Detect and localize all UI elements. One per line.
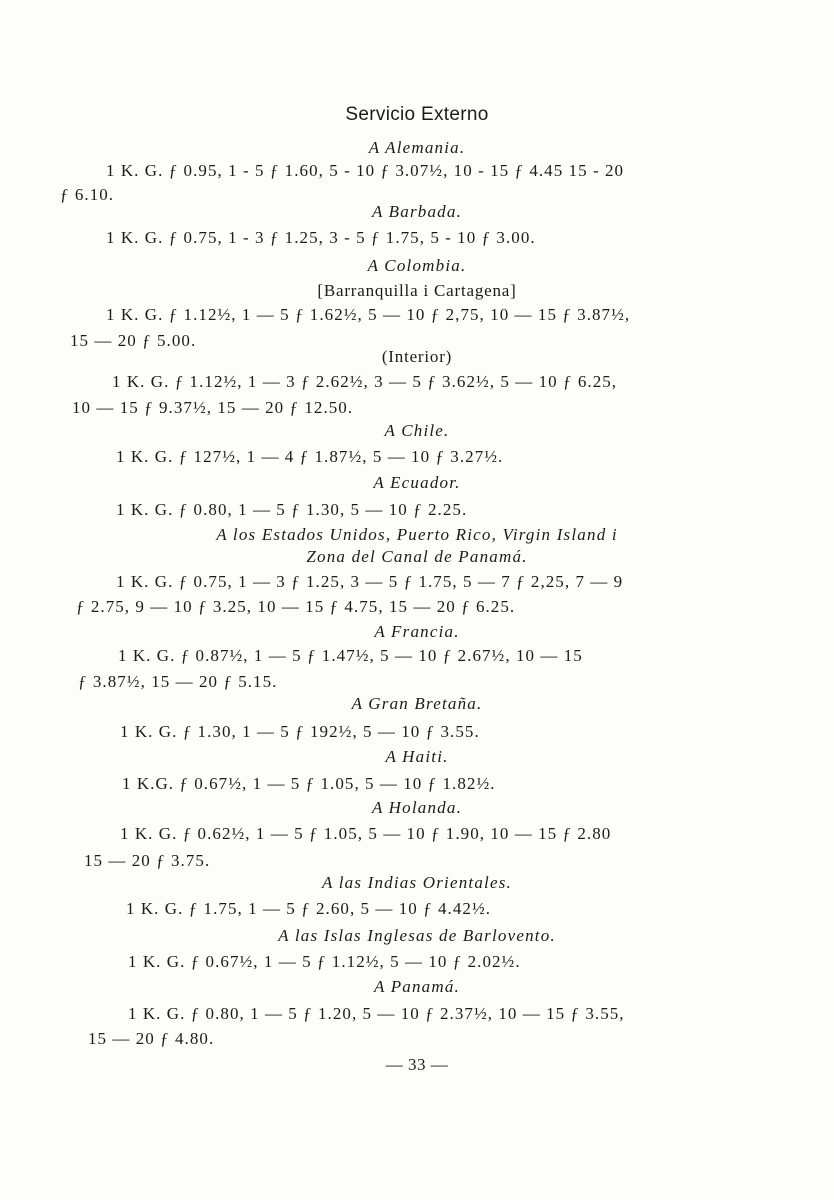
rate-line: 1 K. G. ƒ 127½, 1 — 4 ƒ 1.87½, 5 — 10 ƒ 3.27½. bbox=[116, 447, 504, 466]
page-number: — 33 — bbox=[385, 1055, 449, 1074]
rate-line: 1 K. G. ƒ 0.80, 1 — 5 ƒ 1.20, 5 — 10 ƒ 2.37½, 10 — 15 ƒ 3.55, bbox=[128, 1004, 625, 1023]
rate-line: 15 — 20 ƒ 3.75. bbox=[84, 851, 211, 870]
rate-line: 1 K. G. ƒ 1.12½, 1 — 3 ƒ 2.62½, 3 — 5 ƒ 3.62½, 5 — 10 ƒ 6.25, bbox=[112, 372, 618, 391]
heading-canal-panama: Zona del Canal de Panamá. bbox=[306, 547, 528, 566]
rate-line: 1 K. G. ƒ 1.30, 1 — 5 ƒ 192½, 5 — 10 ƒ 3.55. bbox=[120, 722, 480, 741]
rate-line: 1 K. G. ƒ 0.87½, 1 — 5 ƒ 1.47½, 5 — 10 ƒ 2.67½, 10 — 15 bbox=[118, 646, 583, 665]
rate-line: 1 K. G. ƒ 0.80, 1 — 5 ƒ 1.30, 5 — 10 ƒ 2.25. bbox=[116, 500, 468, 519]
heading-islas-inglesas: A las Islas Inglesas de Barlovento. bbox=[278, 926, 556, 945]
heading-colombia: A Colombia. bbox=[367, 256, 467, 275]
heading-haiti: A Haiti. bbox=[385, 747, 449, 766]
rate-line: 1 K. G. ƒ 0.75, 1 - 3 ƒ 1.25, 3 - 5 ƒ 1.75, 5 - 10 ƒ 3.00. bbox=[106, 228, 536, 247]
heading-barbada: A Barbada. bbox=[371, 202, 463, 221]
rate-line: ƒ 6.10. bbox=[60, 185, 115, 204]
rate-line: 15 — 20 ƒ 5.00. bbox=[70, 331, 197, 350]
subheading-interior: (Interior) bbox=[381, 347, 453, 366]
rate-line: ƒ 3.87½, 15 — 20 ƒ 5.15. bbox=[78, 672, 278, 691]
heading-holanda: A Holanda. bbox=[371, 798, 463, 817]
rate-line: 1 K. G. ƒ 0.75, 1 — 3 ƒ 1.25, 3 — 5 ƒ 1.75, 5 — 7 ƒ 2,25, 7 — 9 bbox=[116, 572, 624, 591]
heading-indias-orientales: A las Indias Orientales. bbox=[322, 873, 512, 892]
rate-line: 15 — 20 ƒ 4.80. bbox=[88, 1029, 215, 1048]
subheading-barranquilla: [Barranquilla i Cartagena] bbox=[317, 281, 517, 300]
rate-line: 1 K. G. ƒ 1.75, 1 — 5 ƒ 2.60, 5 — 10 ƒ 4.42½. bbox=[126, 899, 492, 918]
rate-line: 1 K. G. ƒ 0.67½, 1 — 5 ƒ 1.12½, 5 — 10 ƒ 2.02½. bbox=[128, 952, 521, 971]
heading-francia: A Francia. bbox=[374, 622, 460, 641]
heading-panama: A Panamá. bbox=[373, 977, 461, 996]
rate-line: 1 K. G. ƒ 0.62½, 1 — 5 ƒ 1.05, 5 — 10 ƒ 1.90, 10 — 15 ƒ 2.80 bbox=[120, 824, 612, 843]
heading-estados-unidos: A los Estados Unidos, Puerto Rico, Virgin Island i bbox=[216, 525, 618, 544]
rate-line: 1 K. G. ƒ 1.12½, 1 — 5 ƒ 1.62½, 5 — 10 ƒ 2,75, 10 — 15 ƒ 3.87½, bbox=[106, 305, 631, 324]
rate-line: 1 K.G. ƒ 0.67½, 1 — 5 ƒ 1.05, 5 — 10 ƒ 1.82½. bbox=[122, 774, 496, 793]
heading-chile: A Chile. bbox=[384, 421, 450, 440]
heading-gran-bretana: A Gran Bretaña. bbox=[351, 694, 483, 713]
heading-alemania: A Alemania. bbox=[368, 138, 466, 157]
page-title: Servicio Externo bbox=[345, 104, 489, 125]
rate-line: ƒ 2.75, 9 — 10 ƒ 3.25, 10 — 15 ƒ 4.75, 15 — 20 ƒ 6.25. bbox=[76, 597, 516, 616]
rate-line: 1 K. G. ƒ 0.95, 1 - 5 ƒ 1.60, 5 - 10 ƒ 3.07½, 10 - 15 ƒ 4.45 15 - 20 bbox=[106, 161, 625, 180]
rate-line: 10 — 15 ƒ 9.37½, 15 — 20 ƒ 12.50. bbox=[72, 398, 354, 417]
heading-ecuador: A Ecuador. bbox=[373, 473, 461, 492]
